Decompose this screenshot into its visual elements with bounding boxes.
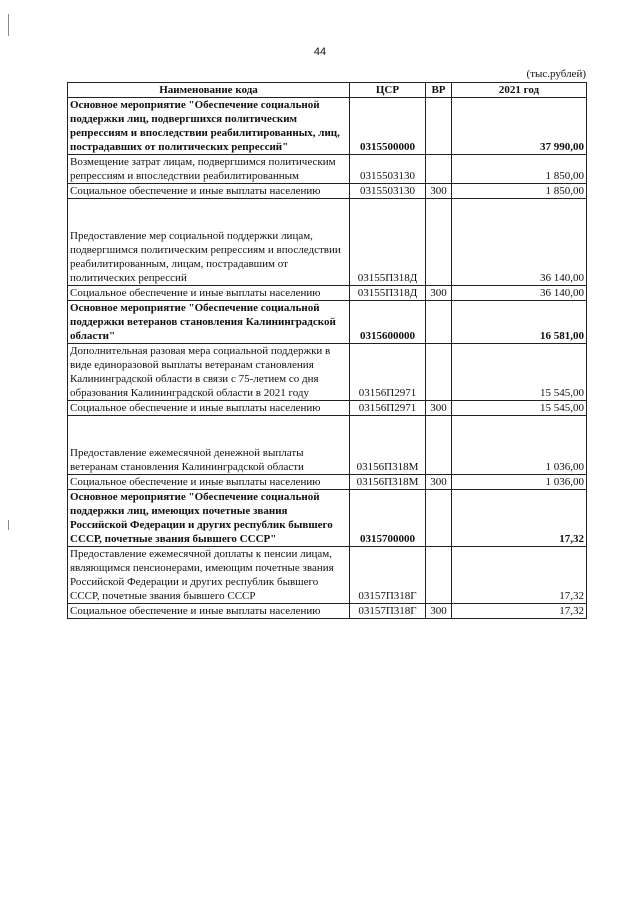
cell-csr: 03156П318М bbox=[350, 416, 426, 475]
cell-sum: 17,32 bbox=[452, 490, 587, 547]
budget-table bbox=[67, 82, 587, 619]
cell-csr: 03157П318Г bbox=[350, 547, 426, 604]
scan-edge-mark bbox=[8, 520, 9, 530]
cell-name: Социальное обеспечение и иные выплаты населению bbox=[68, 604, 350, 619]
cell-sum: 17,32 bbox=[452, 547, 587, 604]
cell-vr bbox=[426, 344, 452, 401]
cell-csr: 03156П2971 bbox=[350, 401, 426, 416]
table-row bbox=[68, 184, 587, 199]
table-header-row bbox=[68, 83, 587, 98]
cell-csr: 0315503130 bbox=[350, 184, 426, 199]
table-row bbox=[68, 98, 587, 155]
table-row bbox=[68, 155, 587, 184]
table-row bbox=[68, 490, 587, 547]
cell-csr: 03157П318Г bbox=[350, 604, 426, 619]
cell-vr: 300 bbox=[426, 604, 452, 619]
cell-csr: 0315500000 bbox=[350, 98, 426, 155]
table-row bbox=[68, 344, 587, 401]
table-row bbox=[68, 547, 587, 604]
cell-sum: 16 581,00 bbox=[452, 301, 587, 344]
table-row bbox=[68, 475, 587, 490]
table-row bbox=[68, 401, 587, 416]
table-row bbox=[68, 199, 587, 286]
cell-csr: 0315600000 bbox=[350, 301, 426, 344]
table-row bbox=[68, 604, 587, 619]
cell-name: Предоставление мер социальной поддержки лицам, подвергшимся политическим репрессиям и впоследствии реабилитированным, лицам, пострадавшим от политических репрессий bbox=[68, 199, 350, 286]
cell-vr bbox=[426, 155, 452, 184]
table-row bbox=[68, 286, 587, 301]
cell-vr bbox=[426, 547, 452, 604]
header-name: Наименование кода bbox=[68, 83, 350, 98]
cell-vr: 300 bbox=[426, 401, 452, 416]
cell-name: Основное мероприятие "Обеспечение социальной поддержки лиц, подвергшихся политическим репрессиям и впоследствии реабилитированных, лиц, пострадавших от политических репрессий" bbox=[68, 98, 350, 155]
cell-sum: 1 036,00 bbox=[452, 475, 587, 490]
scan-edge-mark bbox=[8, 14, 9, 36]
cell-vr: 300 bbox=[426, 286, 452, 301]
header-year: 2021 год bbox=[452, 83, 587, 98]
cell-vr bbox=[426, 301, 452, 344]
cell-csr: 03156П2971 bbox=[350, 344, 426, 401]
cell-csr: 03156П318М bbox=[350, 475, 426, 490]
cell-csr: 03155П318Д bbox=[350, 199, 426, 286]
cell-sum: 15 545,00 bbox=[452, 401, 587, 416]
cell-sum: 37 990,00 bbox=[452, 98, 587, 155]
cell-sum: 36 140,00 bbox=[452, 286, 587, 301]
cell-sum: 1 850,00 bbox=[452, 155, 587, 184]
header-csr: ЦСР bbox=[350, 83, 426, 98]
cell-sum: 1 036,00 bbox=[452, 416, 587, 475]
table-row bbox=[68, 301, 587, 344]
cell-name: Дополнительная разовая мера социальной поддержки в виде единоразовой выплаты ветеранам становления Калининградской области в связи с 75-летием со дня образования Калининградской области в 2021 году bbox=[68, 344, 350, 401]
header-vr: ВР bbox=[426, 83, 452, 98]
cell-csr: 0315700000 bbox=[350, 490, 426, 547]
cell-vr bbox=[426, 199, 452, 286]
cell-vr bbox=[426, 490, 452, 547]
cell-name: Социальное обеспечение и иные выплаты населению bbox=[68, 401, 350, 416]
cell-name: Возмещение затрат лицам, подвергшимся политическим репрессиям и впоследствии реабилитированным bbox=[68, 155, 350, 184]
cell-name: Предоставление ежемесячной доплаты к пенсии лицам, являющимся пенсионерами, имеющим почетные звания Российской Федерации и других республик бывшего СССР, почетные звания бывшего СССР bbox=[68, 547, 350, 604]
cell-csr: 03155П318Д bbox=[350, 286, 426, 301]
cell-sum: 36 140,00 bbox=[452, 199, 587, 286]
cell-csr: 0315503130 bbox=[350, 155, 426, 184]
cell-vr: 300 bbox=[426, 475, 452, 490]
cell-vr: 300 bbox=[426, 184, 452, 199]
cell-vr bbox=[426, 98, 452, 155]
cell-name: Основное мероприятие "Обеспечение социальной поддержки лиц, имеющих почетные звания Российской Федерации и других республик бывшего СССР, почетные звания бывшего СССР" bbox=[68, 490, 350, 547]
cell-name: Социальное обеспечение и иные выплаты населению bbox=[68, 286, 350, 301]
cell-sum: 17,32 bbox=[452, 604, 587, 619]
cell-name: Основное мероприятие "Обеспечение социальной поддержки ветеранов становления Калининградской области" bbox=[68, 301, 350, 344]
cell-sum: 1 850,00 bbox=[452, 184, 587, 199]
units-label: (тыс.рублей) bbox=[526, 68, 586, 80]
table-row bbox=[68, 416, 587, 475]
cell-sum: 15 545,00 bbox=[452, 344, 587, 401]
page-number: 44 bbox=[313, 46, 327, 58]
cell-name: Социальное обеспечение и иные выплаты населению bbox=[68, 475, 350, 490]
cell-vr bbox=[426, 416, 452, 475]
cell-name: Социальное обеспечение и иные выплаты населению bbox=[68, 184, 350, 199]
cell-name: Предоставление ежемесячной денежной выплаты ветеранам становления Калининградской области bbox=[68, 416, 350, 475]
